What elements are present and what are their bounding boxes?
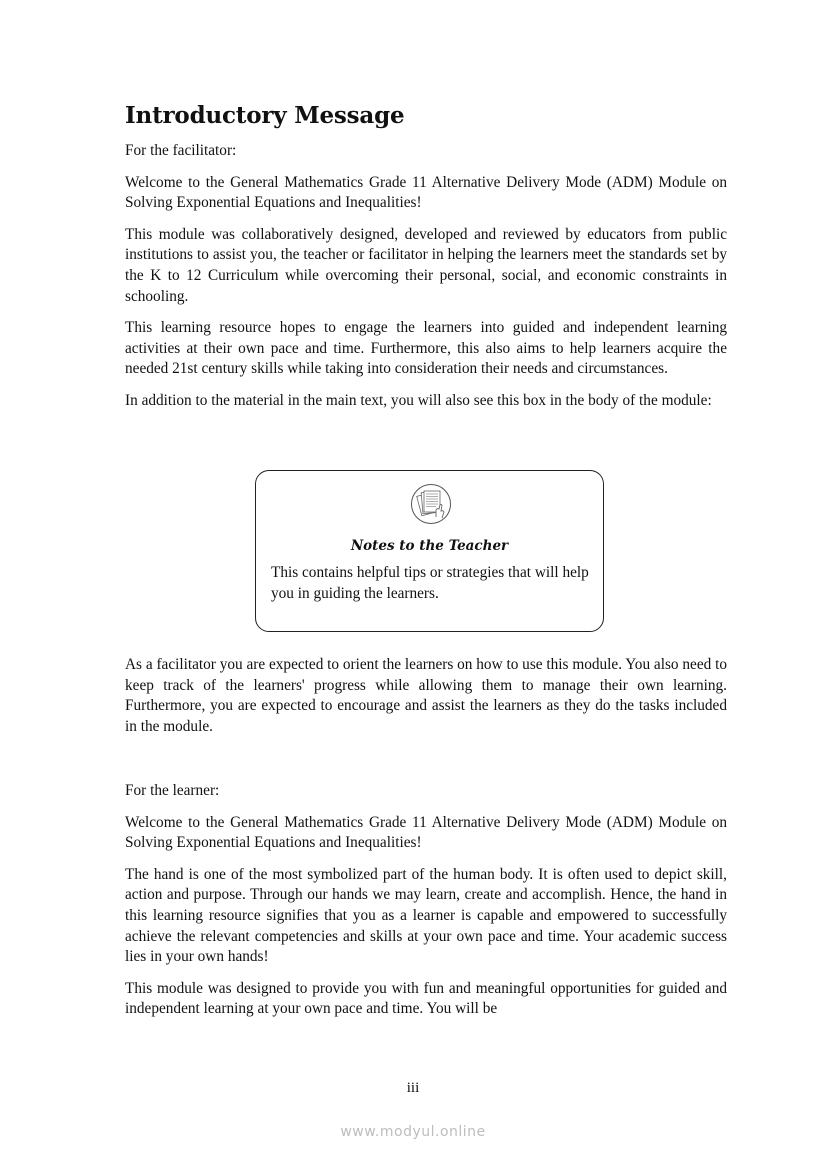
notes-papers-hand-icon: [410, 483, 452, 525]
notes-box-title: Notes to the Teacher: [350, 538, 509, 554]
paragraph: This module was collaboratively designed, developed and reviewed by educators from public institutions to assist you, the teacher or facilitator in helping the learners meet the standards set by the K to 12 Curriculum while overcoming their personal, social, and economic constraints in schooling.: [125, 225, 727, 305]
learner-label: For the learner:: [125, 782, 220, 799]
page-title: Introductory Message: [125, 102, 405, 129]
paragraph: The hand is one of the most symbolized part of the human body. It is often used to depict skill, action and purpose. Through our hands we may learn, create and accomplish. Hence, the hand in this learning resource signifies that you as a learner is capable and empowered to successfully achieve the relevant competencies and skills at your own pace and time. Your academic success lies in your own hands!: [125, 865, 727, 966]
paragraph: This learning resource hopes to engage the learners into guided and independent learning activities at their own pace and time. Furthermore, this also aims to help learners acquire the needed 21st century skills while taking into consideration their needs and circumstances.: [125, 319, 727, 378]
watermark: www.modyul.online: [340, 1124, 486, 1140]
learner-section: [125, 781, 727, 1031]
notes-box-text: This contains helpful tips or strategies that will help you in guiding the learners.: [271, 564, 589, 602]
paragraph: This module was designed to provide you with fun and meaningful opportunities for guided and independent learning at your own pace and time. You will be: [125, 979, 727, 1018]
page-number: iii: [406, 1080, 420, 1096]
facilitator-closing: [125, 655, 727, 748]
paragraph: In addition to the material in the main text, you will also see this box in the body of the module:: [125, 391, 712, 409]
facilitator-section: [125, 100, 727, 423]
notes-to-teacher-box: [255, 470, 604, 632]
paragraph: Welcome to the General Mathematics Grade 11 Alternative Delivery Mode (ADM) Module on Solving Exponential Equations and Inequalities!: [125, 173, 727, 212]
paragraph: Welcome to the General Mathematics Grade 11 Alternative Delivery Mode (ADM) Module on Solving Exponential Equations and Inequalities!: [125, 813, 727, 852]
facilitator-label: For the facilitator:: [125, 142, 237, 159]
paragraph: As a facilitator you are expected to orient the learners on how to use this module. You also need to keep track of the learners' progress while allowing them to manage their own learning. Furthermore, you are expected to encourage and assist the learners as they do the tasks included in the module.: [125, 656, 727, 735]
